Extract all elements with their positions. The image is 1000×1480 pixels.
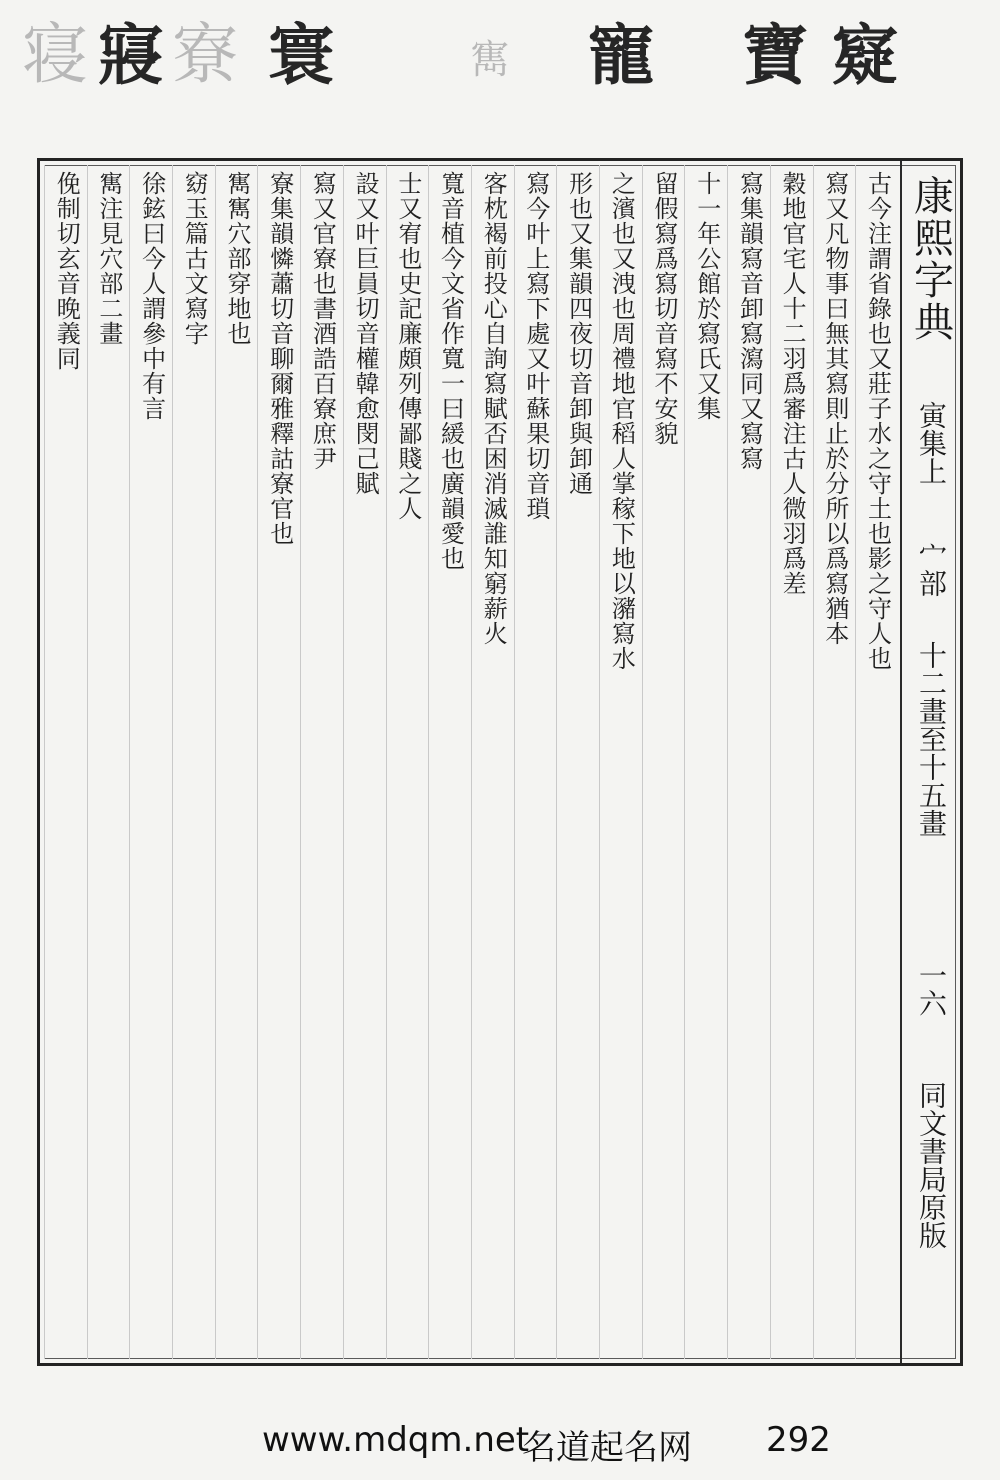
text-column: 寫集韻寫音卸寫瀉同又寫寫 [735, 171, 764, 471]
seal-glyph: 寲 [832, 16, 898, 94]
seal-glyph: 寵 [588, 16, 654, 94]
header-column [900, 161, 960, 1363]
text-column: 客枕褐前投心自詢寫賦否困消滅誰知窮薪火 [479, 171, 508, 646]
text-column: 寫又官寮也書酒誥百寮庶尹 [308, 171, 337, 471]
text-column: 士又宥也史記廉頗列傳鄙賤之人 [393, 171, 422, 521]
text-column: 寫又凡物事曰無其寫則止於分所以爲寫猶本 [820, 171, 849, 646]
seal-glyph: 寰 [268, 16, 334, 94]
text-column: 寯寯穴部穿地也 [223, 171, 251, 346]
page-footer [0, 1400, 1000, 1468]
text-column: 窈玉篇古文寫字 [180, 171, 209, 346]
text-column: 十一年公館於寫氏又集 [692, 171, 721, 421]
text-column: 俛制切玄音晚義同 [52, 171, 81, 371]
stroke-range: 十二畫至十五畫 [915, 641, 948, 837]
text-column: 寫今叶上寫下處又叶蘇果切音瑣 [521, 171, 550, 521]
seal-glyph: 寝 [22, 16, 88, 93]
seal-script-strip [0, 0, 1000, 140]
radical-label: 宀部 [915, 541, 948, 597]
text-column: 寮集韻憐蕭切音聊爾雅釋詁寮官也 [265, 171, 294, 546]
publisher-label: 同文書局原版 [915, 1081, 948, 1249]
text-column: 寬音植今文省作寬一曰緩也廣韻愛也 [436, 171, 465, 571]
volume-label: 寅集上 [915, 401, 948, 485]
text-column: 留假寫爲寫切音寫不安貌 [650, 171, 679, 446]
text-columns [44, 165, 898, 1359]
text-column: 之濱也又洩也周禮地官稻人掌稼下地以瀦寫水 [607, 171, 636, 671]
text-column: 形也又集韻四夜切音卸與卸通 [564, 171, 593, 496]
text-column: 穀地官宅人十二羽爲審注古人微羽爲差 [778, 171, 807, 596]
book-title: 康熙字典 [907, 175, 954, 343]
site-url: www.mdqm.net [262, 1420, 530, 1460]
text-column: 徐鉉曰今人謂參中有言 [137, 171, 166, 421]
footer-page-number: 292 [766, 1420, 831, 1460]
text-column: 設又叶巨員切音權韓愈閔己賦 [351, 171, 380, 496]
seal-glyph: 寶 [742, 16, 808, 94]
site-name: 名道起名网 [522, 1428, 692, 1468]
seal-glyph: 寮 [172, 16, 238, 93]
seal-glyph: 寯 [470, 37, 510, 83]
page-number-label: 一六 [915, 961, 948, 1017]
text-column: 寯注見穴部二畫 [94, 171, 123, 346]
seal-glyph: 寢 [98, 16, 164, 94]
page-frame [37, 158, 963, 1366]
text-column: 古今注謂省錄也又莊子水之守土也影之守人也 [863, 171, 892, 671]
